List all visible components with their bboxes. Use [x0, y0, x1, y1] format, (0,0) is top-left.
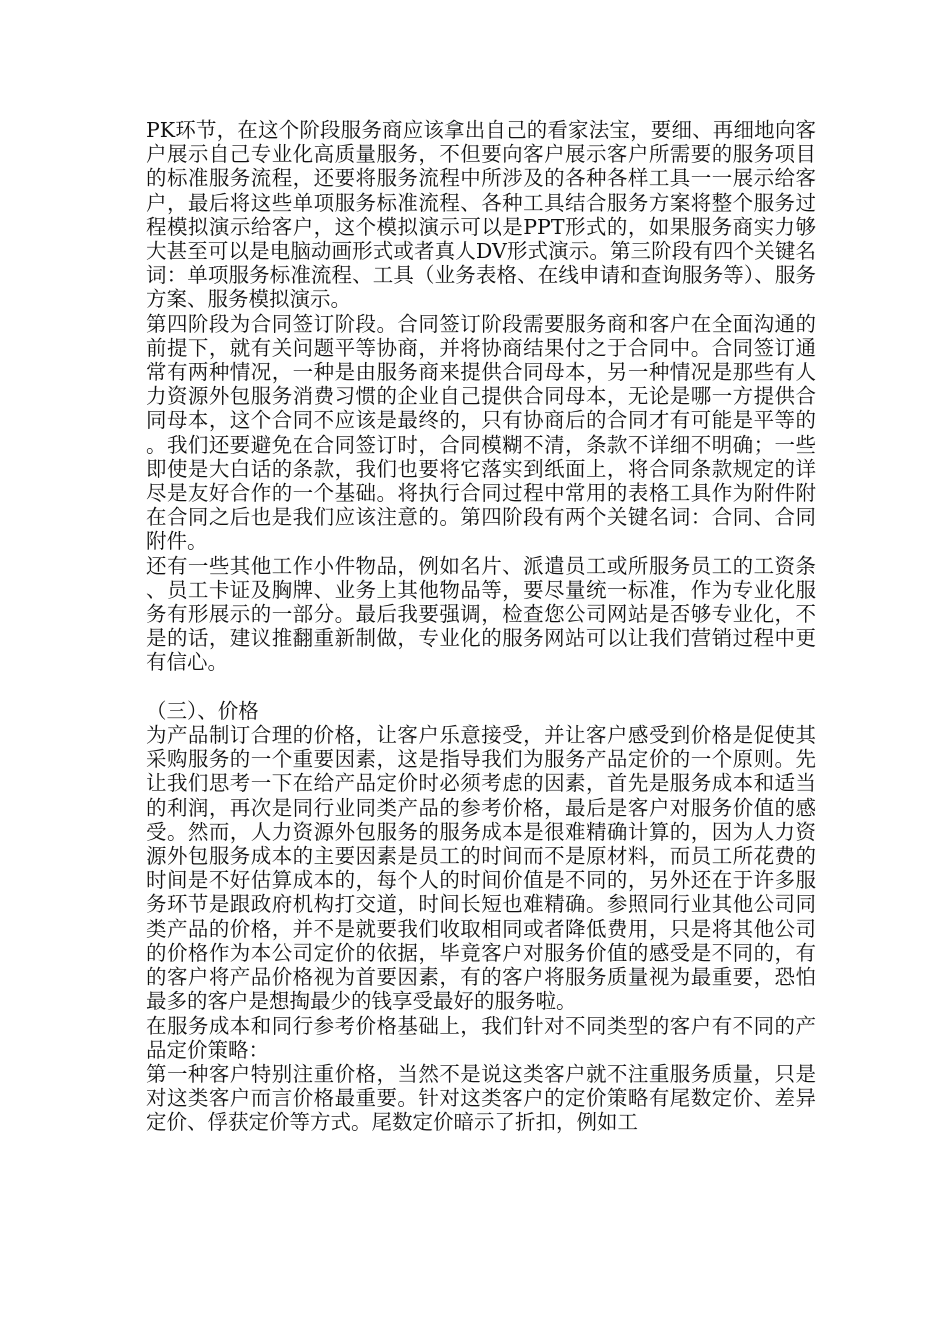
paragraph-pk-stage: PK环节，在这个阶段服务商应该拿出自己的看家法宝，要细、再细地向客户展示自己专业化高质量服务，不但要向客户展示客户所需要的服务项目的标准服务流程，还要将服务流程中所涉及的各种各样工具一一展示给客户，最后将这些单项服务标准流程、各种工具结合服务方案将整个服务过程模拟演示给客户，这个模拟演示可以是PPT形式的，如果服务商实力够大甚至可以是电脑动画形式或者真人DV形式演示。第三阶段有四个关键名词：单项服务标准流程、工具（业务表格、在线申请和查询服务等）、服务方案、服务模拟演示。	[146, 118, 816, 312]
paragraph-first-customer-type: 第一种客户特别注重价格，当然不是说这类客户就不注重服务质量，只是对这类客户而言价格最重要。针对这类客户的定价策略有尾数定价、差异定价、俘获定价等方式。尾数定价暗示了折扣，例如工	[146, 1061, 816, 1135]
document-body	[146, 118, 816, 1135]
paragraph-pricing-strategy: 在服务成本和同行参考价格基础上，我们针对不同类型的客户有不同的产品定价策略：	[146, 1013, 816, 1062]
paragraph-pricing-principle: 为产品制订合理的价格，让客户乐意接受，并让客户感受到价格是促使其采购服务的一个重要因素，这是指导我们为服务产品定价的一个原则。先让我们思考一下在给产品定价时必须考虑的因素，首先是服务成本和适当的利润，再次是同行业同类产品的参考价格，最后是客户对服务价值的感受。然而，人力资源外包服务的服务成本是很难精确计算的，因为人力资源外包服务成本的主要因素是员工的时间而不是原材料，而员工所花费的时间是不好估算成本的，每个人的时间价值是不同的，另外还在于许多服务环节是跟政府机构打交道，时间长短也难精确。参照同行业其他公司同类产品的价格，并不是就要我们收取相同或者降低费用，只是将其他公司的价格作为本公司定价的依据，毕竟客户对服务价值的感受是不同的，有的客户将产品价格视为首要因素，有的客户将服务质量视为最重要，恐怕最多的客户是想掏最少的钱享受最好的服务啦。	[146, 723, 816, 1014]
paragraph-other-items: 还有一些其他工作小件物品，例如名片、派遣员工或所服务员工的工资条、员工卡证及胸牌、业务上其他物品等，要尽量统一标准，作为专业化服务有形展示的一部分。最后我要强调，检查您公司网站是否够专业化，不是的话，建议推翻重新制做，专业化的服务网站可以让我们营销过程中更有信心。	[146, 553, 816, 675]
blank-line	[146, 675, 816, 699]
paragraph-contract-stage: 第四阶段为合同签订阶段。合同签订阶段需要服务商和客户在全面沟通的前提下，就有关问题平等协商，并将协商结果付之于合同中。合同签订通常有两种情况，一种是由服务商来提供合同母本，另一种情况是那些有人力资源外包服务消费习惯的企业自己提供合同母本，无论是哪一方提供合同母本，这个合同不应该是最终的，只有协商后的合同才有可能是平等的。我们还要避免在合同签订时，合同模糊不清，条款不详细不明确；一些即使是大白话的条款，我们也要将它落实到纸面上，将合同条款规定的详尽是友好合作的一个基础。将执行合同过程中常用的表格工具作为附件附在合同之后也是我们应该注意的。第四阶段有两个关键名词：合同、合同附件。	[146, 311, 816, 554]
section-heading-price: （三）、价格	[146, 698, 259, 723]
